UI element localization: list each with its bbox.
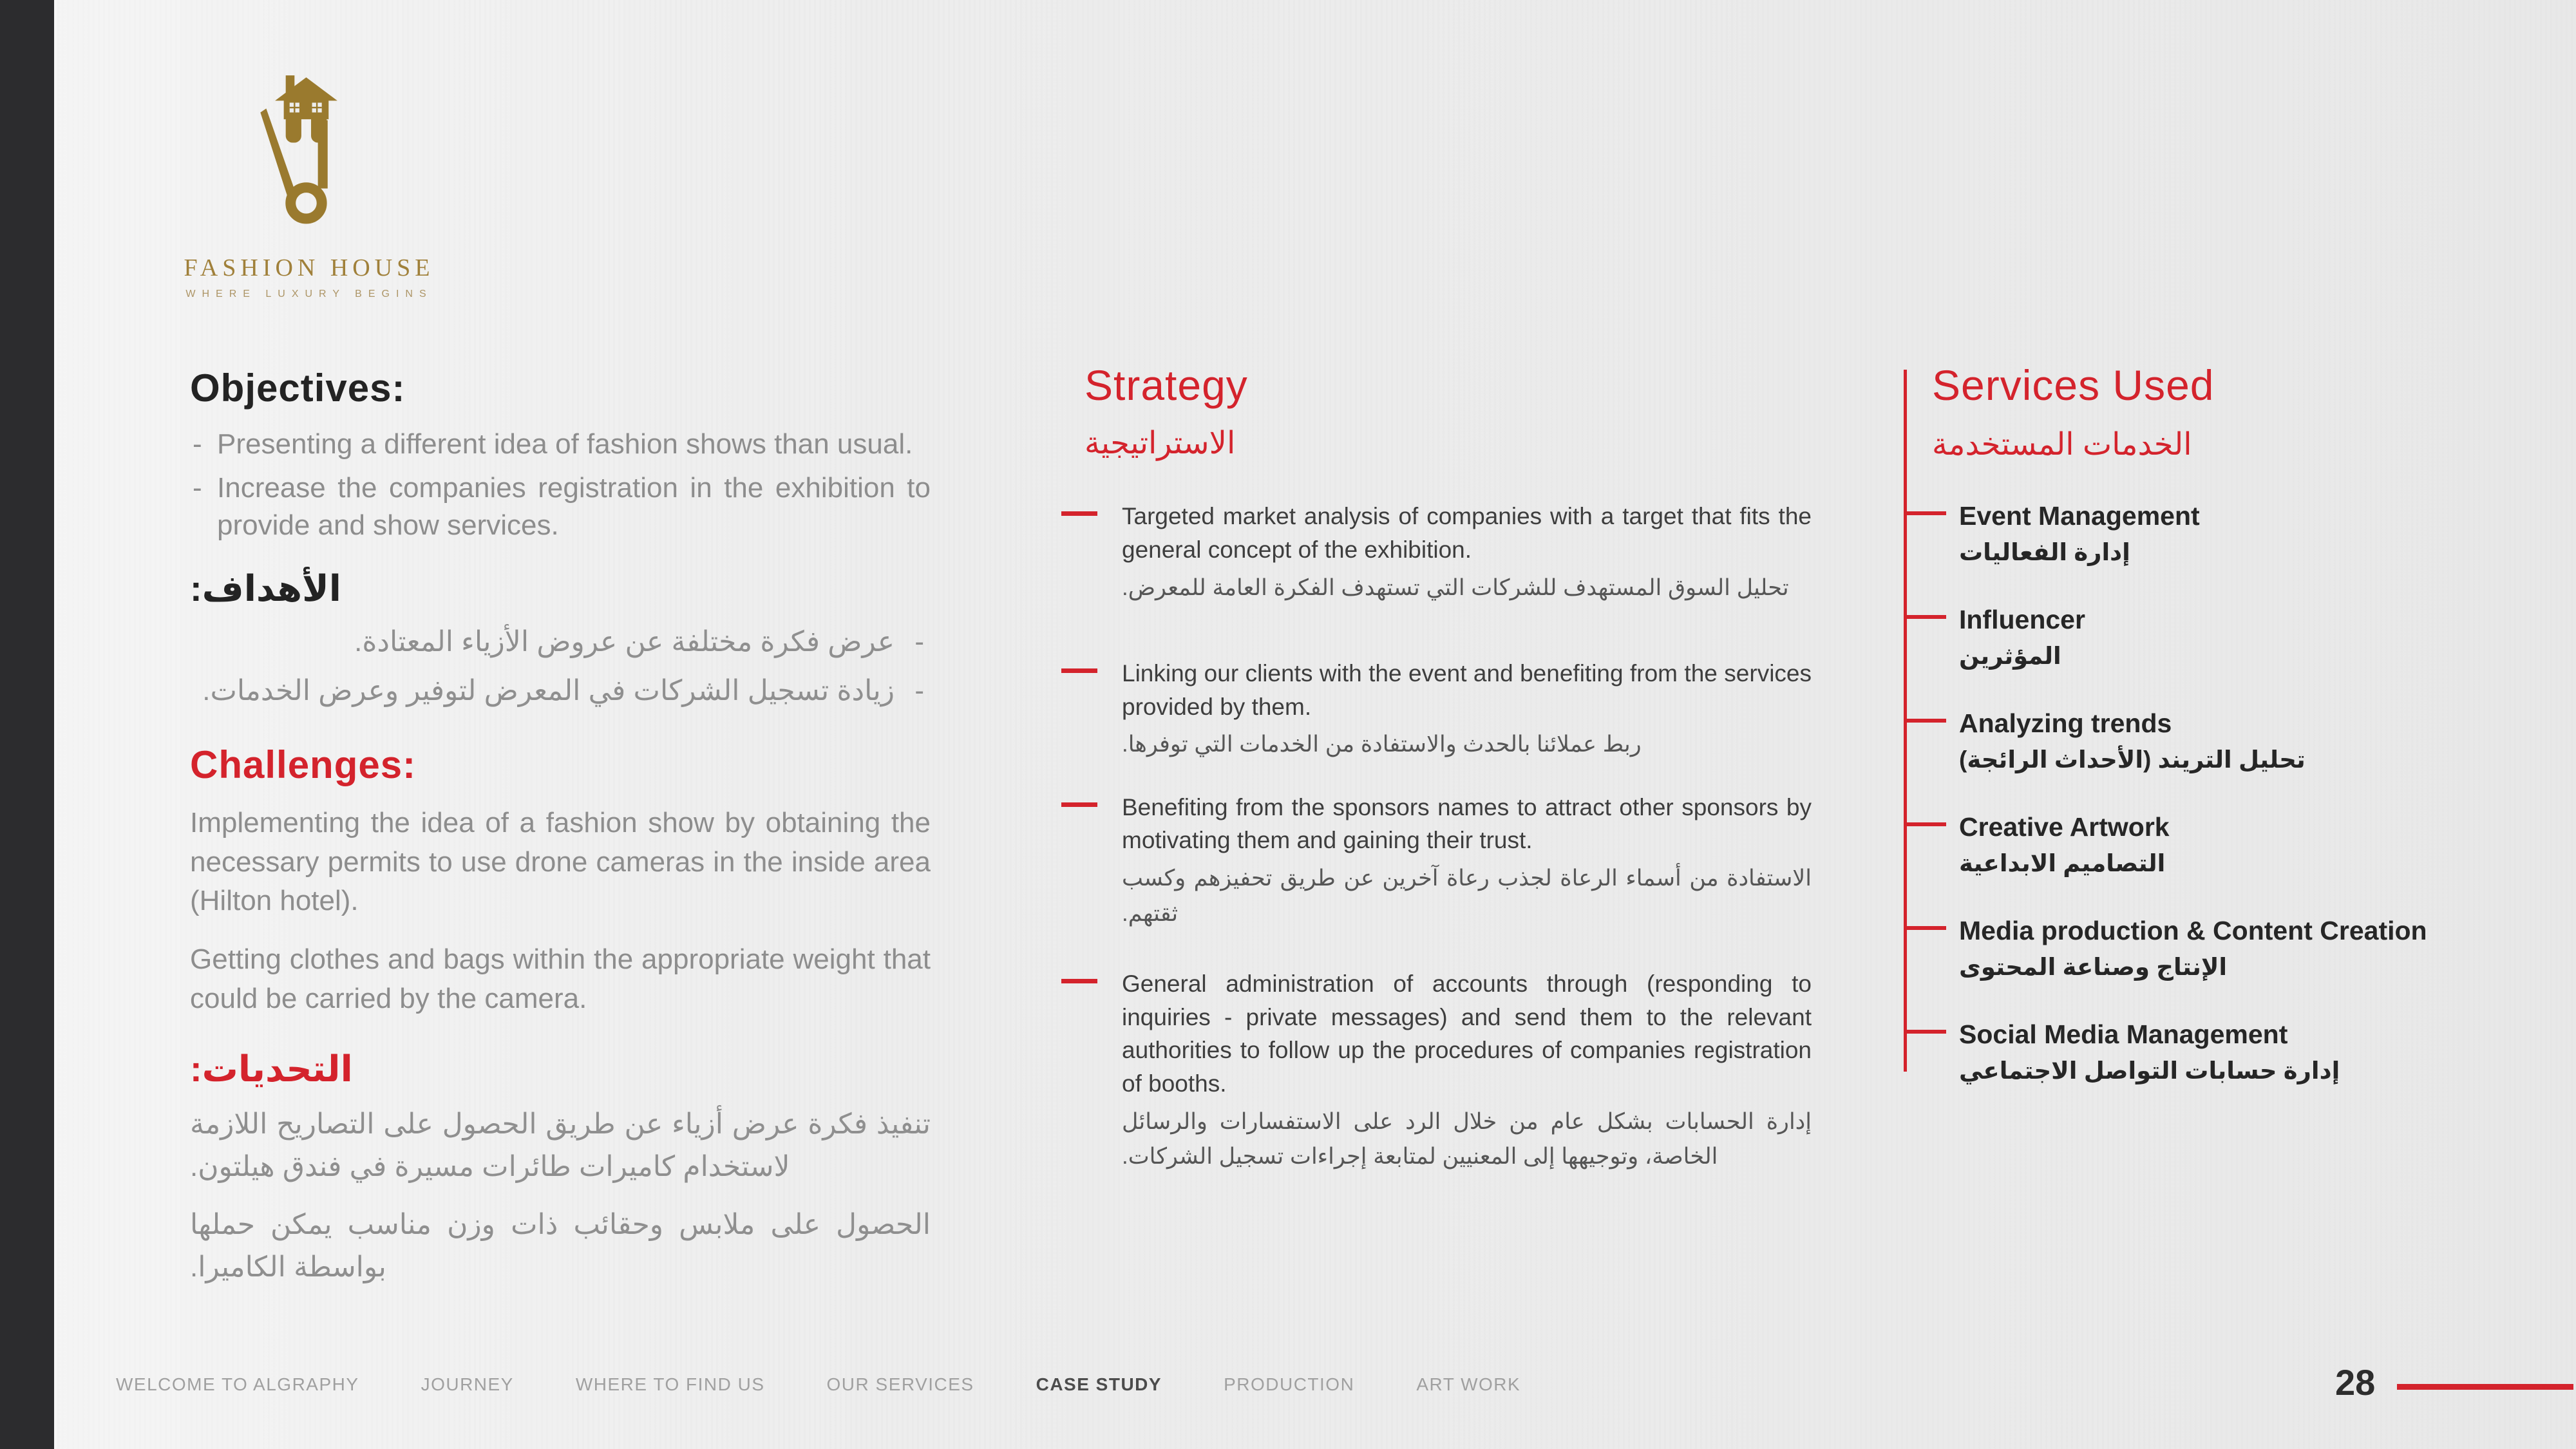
red-tick-icon [1905, 822, 1946, 826]
strategy-bullet-body [1122, 791, 1812, 931]
service-name-ar: التصاميم الابداعية [1959, 849, 2166, 876]
services-heading-en: Services Used [1932, 361, 2215, 409]
services-used-column [1904, 361, 2483, 1087]
service-item [1959, 812, 2483, 880]
service-name-ar: المؤثرين [1959, 642, 2061, 669]
objective-item: - Increase the companies registration in the exhibition to provide and show services. [190, 469, 931, 544]
nav-item-where-to-find-us[interactable]: WHERE TO FIND US [575, 1374, 765, 1394]
strategy-bullet-list [1061, 500, 1812, 1174]
strategy-text-en: Targeted market analysis of companies with a target that fits the general concept of the exhibition. [1122, 503, 1812, 563]
red-tick-icon [1905, 511, 1946, 515]
service-name-en: Analyzing trends [1959, 708, 2172, 738]
strategy-bullet-body [1122, 967, 1812, 1175]
red-tick-icon [1905, 1030, 1946, 1034]
strategy-heading-ar: الاستراتيجية [1084, 426, 1236, 460]
strategy-text-ar: إدارة الحسابات بشكل عام من خلال الرد على الاستفسارات والرسائل الخاصة، وتوجيهها إلى المعنيين لمتابعة إجراءات تسجيل الشركات. [1122, 1108, 1812, 1170]
sidebar-seam [54, 0, 57, 1449]
service-name-en: Media production & Content Creation [1959, 915, 2427, 945]
service-name-ar: تحليل التريند (الأحداث الرائجة) [1959, 746, 2306, 773]
red-tick-icon [1905, 719, 1946, 723]
challenge-paragraph-ar: تنفيذ فكرة عرض أزياء عن طريق الحصول على التصاريح اللازمة لاستخدام كاميرات طائرات مسيرة في فندق هيلتون. [190, 1108, 931, 1183]
strategy-text-en: General administration of accounts through (responding to inquiries - private messages) and send them to the relevant authorities to follow up the procedures of companies registration of booths. [1122, 970, 1812, 1097]
challenge-paragraph-ar: الحصول على ملابس وحقائب ذات وزن مناسب يمكن حملها بواسطة الكاميرا. [190, 1209, 931, 1283]
logo-tagline: WHERE LUXURY BEGINS [185, 289, 433, 299]
brand-logo [161, 70, 457, 300]
footer-nav [116, 1374, 1520, 1395]
service-name-en: Event Management [1959, 501, 2200, 531]
page-number-rule [2397, 1384, 2573, 1390]
page-number: 28 [2335, 1362, 2376, 1403]
service-item [1959, 916, 2483, 983]
services-list [1959, 501, 2483, 1087]
service-item [1959, 605, 2483, 672]
red-dash-icon [1061, 668, 1097, 673]
service-name-ar: إدارة الفعاليات [1959, 539, 2130, 565]
objectives-heading-en: Objectives: [190, 366, 406, 410]
strategy-text-ar: تحليل السوق المستهدف للشركات التي تستهدف الفكرة العامة للمعرض. [1122, 574, 1789, 600]
services-heading-ar: الخدمات المستخدمة [1932, 428, 2192, 462]
nav-item-journey[interactable]: JOURNEY [421, 1374, 514, 1394]
strategy-column [1061, 361, 1812, 1174]
red-tick-icon [1905, 926, 1946, 930]
objective-item-ar: - عرض فكرة مختلفة عن عروض الأزياء المعتادة. [190, 621, 931, 663]
strategy-text-en: Benefiting from the sponsors names to attract other sponsors by motivating them and gaining their trust. [1122, 793, 1812, 854]
strategy-bullet [1061, 791, 1812, 931]
strategy-bullet [1061, 967, 1812, 1175]
service-name-ar: الإنتاج وصناعة المحتوى [1959, 953, 2228, 980]
challenges-heading-ar: التحديات: [190, 1048, 353, 1090]
strategy-text-en: Linking our clients with the event and benefiting from the services provided by them. [1122, 659, 1812, 720]
objective-item-ar: - زيادة تسجيل الشركات في المعرض لتوفير وعرض الخدمات. [190, 670, 931, 712]
nav-item-art-work[interactable]: ART WORK [1416, 1374, 1521, 1394]
service-item [1959, 708, 2483, 776]
nav-item-welcome[interactable]: WELCOME TO ALGRAPHY [116, 1374, 359, 1394]
objectives-list-en [190, 426, 931, 544]
strategy-bullet [1061, 657, 1812, 762]
red-dash-icon [1061, 979, 1097, 983]
challenge-paragraph: Implementing the idea of a fashion show by obtaining the necessary permits to use drone cameras in the inside area (Hilton hotel). [190, 806, 931, 917]
strategy-text-ar: الاستفادة من أسماء الرعاة لجذب رعاة آخرين عن طريق تحفيزهم وكسب ثقتهم. [1122, 866, 1812, 926]
service-name-ar: إدارة حسابات التواصل الاجتماعي [1959, 1057, 2340, 1084]
strategy-bullet-body [1122, 657, 1812, 762]
safety-pin-house-icon [251, 70, 368, 250]
challenges-heading-en: Challenges: [190, 743, 417, 786]
strategy-bullet [1061, 500, 1812, 605]
nav-item-our-services[interactable]: OUR SERVICES [826, 1374, 974, 1394]
nav-item-production[interactable]: PRODUCTION [1224, 1374, 1355, 1394]
service-name-en: Creative Artwork [1959, 811, 2170, 842]
strategy-heading-en: Strategy [1084, 361, 1248, 409]
red-tick-icon [1905, 615, 1946, 619]
objectives-challenges-column [190, 366, 931, 1289]
objectives-heading-ar: الأهداف: [190, 568, 341, 609]
strategy-text-ar: ربط عملائنا بالحدث والاستفادة من الخدمات التي توفرها. [1122, 732, 1642, 757]
red-dash-icon [1061, 511, 1097, 516]
objectives-list-ar [190, 621, 931, 712]
strategy-bullet-body [1122, 500, 1812, 605]
objective-item: - Presenting a different idea of fashion shows than usual. [190, 426, 931, 463]
nav-item-case-study[interactable]: CASE STUDY [1036, 1374, 1162, 1394]
challenge-paragraph: Getting clothes and bags within the appropriate weight that could be carried by the camera. [190, 943, 931, 1014]
service-item [1959, 501, 2483, 569]
service-name-en: Social Media Management [1959, 1019, 2288, 1049]
logo-name: FASHION HOUSE [184, 254, 435, 281]
service-item [1959, 1019, 2483, 1087]
left-dark-bar [0, 0, 54, 1449]
service-name-en: Influencer [1959, 604, 2085, 634]
red-dash-icon [1061, 802, 1097, 807]
